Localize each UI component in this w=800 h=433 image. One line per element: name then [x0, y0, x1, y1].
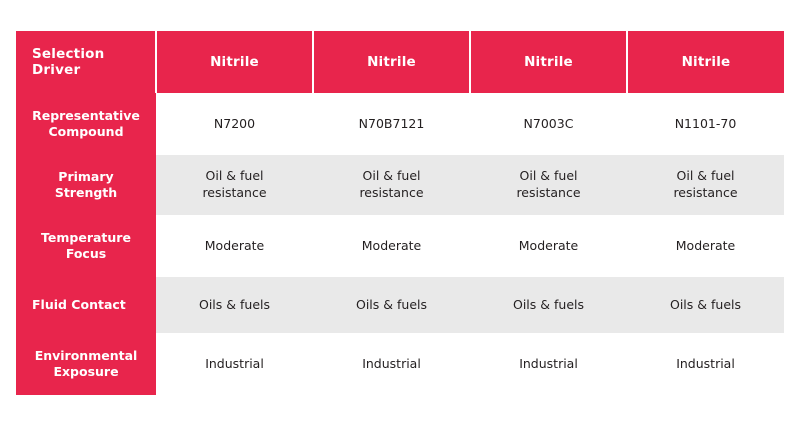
cell-temperature-focus-1: Moderate: [156, 215, 313, 277]
cell-line: resistance: [202, 185, 267, 200]
row-label-line: Representative: [32, 108, 140, 124]
table-row: [16, 215, 784, 277]
cell-temperature-focus-2: Moderate: [313, 215, 470, 277]
cell-temperature-focus-4: Moderate: [627, 215, 784, 277]
cell-line: Oil & fuel: [205, 168, 264, 184]
row-label-line: Primary: [58, 169, 114, 185]
table-row: [16, 277, 784, 333]
header-column-1: Nitrile: [156, 31, 313, 93]
cell-line: resistance: [673, 185, 738, 200]
cell-environmental-exposure-3: Industrial: [470, 333, 627, 395]
cell-fluid-contact-4: Oils & fuels: [627, 277, 784, 333]
cell-fluid-contact-2: Oils & fuels: [313, 277, 470, 333]
row-label-line: Environmental: [34, 348, 138, 364]
cell-line: resistance: [359, 185, 424, 200]
header-column-2: Nitrile: [313, 31, 470, 93]
cell-representative-compound-1: N7200: [156, 93, 313, 155]
header-column-3: Nitrile: [470, 31, 627, 93]
cell-representative-compound-2: N70B7121: [313, 93, 470, 155]
table-row: [16, 333, 784, 395]
row-label-temperature-focus: [16, 215, 156, 277]
row-label-representative-compound: [16, 93, 156, 155]
cell-environmental-exposure-4: Industrial: [627, 333, 784, 395]
table-row: [16, 155, 784, 215]
header-column-4: Nitrile: [627, 31, 784, 93]
cell-fluid-contact-3: Oils & fuels: [470, 277, 627, 333]
cell-fluid-contact-1: Oils & fuels: [156, 277, 313, 333]
cell-line: resistance: [516, 185, 581, 200]
cell-line: Oil & fuel: [362, 168, 421, 184]
cell-primary-strength-3: [470, 155, 627, 215]
row-label-environmental-exposure: [16, 333, 156, 395]
row-label-line: Strength: [54, 185, 118, 200]
cell-line: Oil & fuel: [519, 168, 578, 184]
row-label-primary-strength: [16, 155, 156, 215]
header-selection-driver: Selection Driver: [16, 31, 156, 93]
row-label-line: Focus: [65, 246, 107, 261]
cell-primary-strength-1: [156, 155, 313, 215]
row-label-fluid-contact: Fluid Contact: [16, 277, 156, 333]
cell-environmental-exposure-2: Industrial: [313, 333, 470, 395]
cell-temperature-focus-3: Moderate: [470, 215, 627, 277]
cell-primary-strength-4: [627, 155, 784, 215]
row-label-line: Temperature: [41, 230, 131, 246]
cell-environmental-exposure-1: Industrial: [156, 333, 313, 395]
cell-line: Oil & fuel: [676, 168, 735, 184]
cell-primary-strength-2: [313, 155, 470, 215]
table-header-row: [16, 31, 784, 93]
cell-representative-compound-3: N7003C: [470, 93, 627, 155]
material-comparison-table: [16, 31, 784, 395]
row-label-line: Compound: [48, 124, 124, 139]
cell-representative-compound-4: N1101-70: [627, 93, 784, 155]
table-row: [16, 93, 784, 155]
row-label-line: Exposure: [53, 364, 119, 379]
